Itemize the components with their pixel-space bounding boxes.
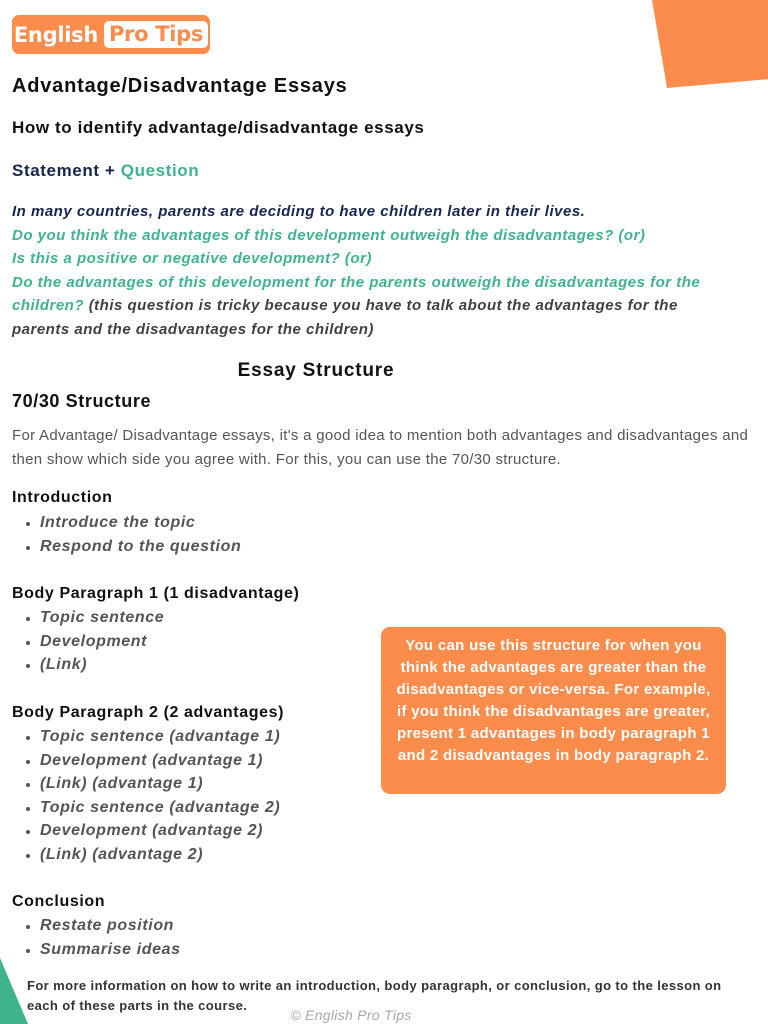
list-item: • Restate position [40,914,181,938]
introduction-list [22,511,241,558]
example-note: (this question is tricky because you have to talk about the advantages for the parents and the disadvantages for the children) [12,297,678,338]
list-item: • Introduce the topic [40,511,241,535]
page-title: Advantage/Disadvantage Essays [12,75,348,97]
structure-description: For Advantage/ Disadvantage essays, it's a good idea to mention both advantages and disadvantages and then show which side you agree with. For this, you can use the 70/30 structure. [12,427,749,468]
list-item: • (Link) (advantage 1) [40,772,280,796]
body-paragraph-2-list [22,725,280,866]
question-label: Question [120,161,200,180]
statement-question-formula [12,161,199,181]
example-question-3: Do the advantages of this development for the parents outweigh the disadvantages for the children? [12,273,701,314]
list-item: • Development [40,630,164,654]
list-item: • Topic sentence [40,606,164,630]
callout-box: You can use this structure for when you think the advantages are greater than the disadvantages or vice-versa. For example, if you think the disadvantages are greater, present 1 advantages in body paragraph 1 and 2 disadvantages in body paragraph 2. [381,627,726,794]
list-item: • (Link) [40,653,164,677]
essay-structure-heading: Essay Structure [237,360,395,381]
list-item: • Topic sentence (advantage 1) [40,725,280,749]
page-subtitle: How to identify advantage/disadvantage essays [12,118,425,137]
plus-sign: + [104,161,116,180]
statement-label: Statement [12,161,100,180]
structure-heading: 70/30 Structure [12,391,152,411]
list-item: • (Link) (advantage 2) [40,843,280,867]
body-paragraph-2-heading: Body Paragraph 2 (2 advantages) [12,704,285,721]
list-item: • Development (advantage 1) [40,749,280,773]
list-item: • Development (advantage 2) [40,819,280,843]
introduction-heading: Introduction [12,489,113,506]
list-item: • Topic sentence (advantage 2) [40,796,280,820]
logo-text-pro-tips: Pro Tips [104,21,208,48]
footer-note: For more information on how to write an introduction, body paragraph, or conclusion, go to the lesson on each of these parts in the course. [27,978,722,1013]
example-question-1: Do you think the advantages of this development outweigh the disadvantages? (or) [12,226,646,244]
list-item: • Summarise ideas [40,938,181,962]
copyright: © English Pro Tips [290,1007,412,1023]
orange-corner-decoration [652,0,768,88]
conclusion-heading: Conclusion [12,893,106,910]
body-paragraph-1-heading: Body Paragraph 1 (1 disadvantage) [12,585,300,602]
logo [12,15,210,54]
example-question-2: Is this a positive or negative development? (or) [12,250,372,267]
example-statement: In many countries, parents are deciding to have children later in their lives. [12,203,586,220]
example-prompt [12,200,732,341]
conclusion-list [22,914,181,961]
body-paragraph-1-list [22,606,164,677]
logo-text-english: English [13,22,98,47]
list-item: • Respond to the question [40,535,241,559]
